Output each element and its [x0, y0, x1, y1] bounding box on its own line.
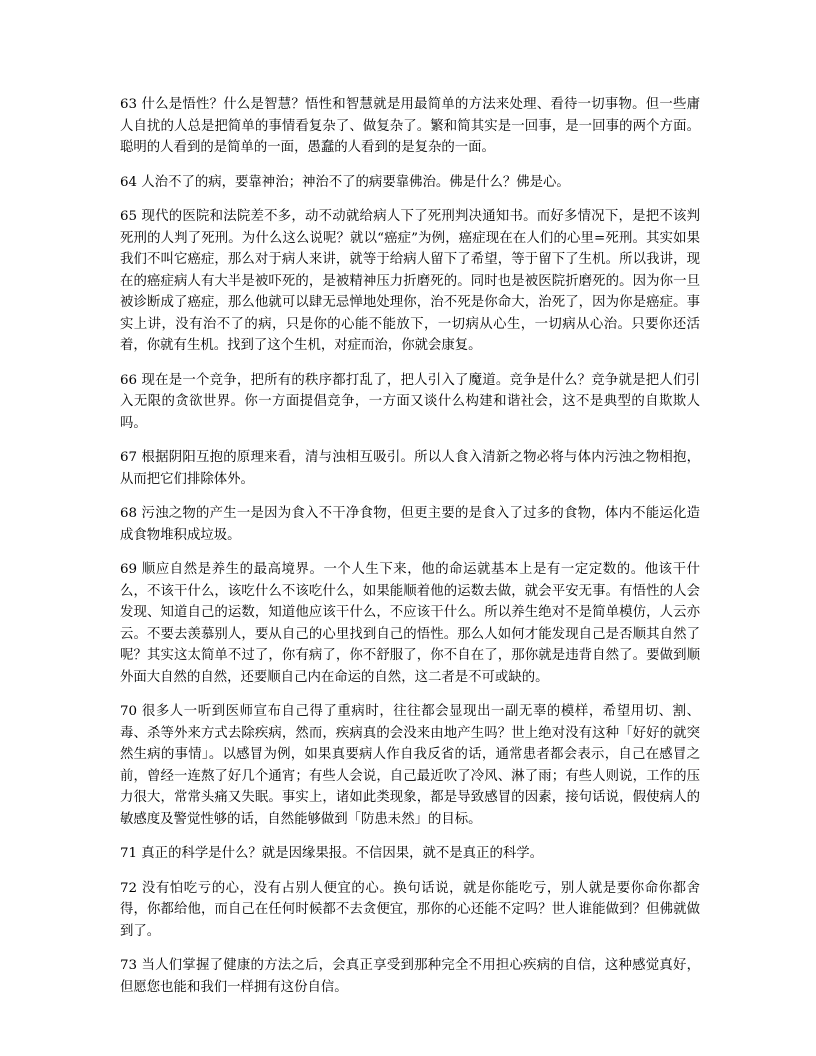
document-page	[120, 94, 700, 1011]
paragraph-65: 65 现代的医院和法院差不多，动不动就给病人下了死刑判决通知书。而好多情况下，是把不该判死刑的人判了死刑。为什么这么说呢？就以“癌症”为例，癌症现在在人们的心里=死刑。其实如果我们不叫它癌症，那么对于病人来讲，就等于给病人留下了希望，等于留下了生机。所以我讲，现在的癌症病人有大半是被吓死的，是被精神压力折磨死的。同时也是被医院折磨死的。因为你一旦被诊断成了癌症，那么他就可以肆无忌惮地处理你，治不死是你命大，治死了，因为你是癌症。事实上讲，没有治不了的病，只是你的心能不能放下，一切病从心生，一切病从心治。只要你还活着，你就有生机。找到了这个生机，对症而治，你就会康复。	[120, 209, 700, 353]
paragraph-67: 67 根据阴阳互抱的原理来看，清与浊相互吸引。所以人食入清新之物必将与体内污浊之物相抱，从而把它们排除体外。	[120, 450, 700, 487]
paragraph-64: 64 人治不了的病，要靠神治；神治不了的病要靠佛治。佛是什么？佛是心。	[120, 174, 570, 190]
paragraph-73: 73 当人们掌握了健康的方法之后，会真正享受到那种完全不用担心疾病的自信，这种感觉真好，但愿您也能和我们一样拥有这份自信。	[120, 958, 700, 995]
paragraph-69: 69 顺应自然是养生的最高境界。一个人生下来，他的命运就基本上是有一定定数的。他该干什么，不该干什么，该吃什么不该吃什么，如果能顺着他的运数去做，就会平安无事。有悟性的人会发现、知道自己的运数，知道他应该干什么，不应该干什么。所以养生绝对不是简单模仿，人云亦云。不要去羡慕别人，要从自己的心里找到自己的悟性。那么人如何才能发现自己是否顺其自然了呢？其实这太简单不过了，你有病了，你不舒服了，你不自在了，那你就是违背自然了。要做到顺外面大自然的自然，还要顺自己内在命运的自然，这二者是不可或缺的。	[120, 562, 700, 685]
paragraph-66: 66 现在是一个竞争，把所有的秩序都打乱了，把人引入了魔道。竞争是什么？竞争就是把人们引入无限的贪欲世界。你一方面提倡竞争，一方面又谈什么构建和谐社会，这不是典型的自欺欺人吗。	[120, 372, 700, 431]
paragraph-70: 70 很多人一听到医师宣布自己得了重病时，往往都会显现出一副无辜的模样，希望用切、割、毒、杀等外来方式去除疾病，然而，疾病真的会没来由地产生吗？世上绝对没有这种「好好的就突然生病的事情」。以感冒为例，如果真要病人作自我反省的话，通常患者都会表示，自己在感冒之前，曾经一连熬了好几个通宵；有些人会说，自己最近吹了冷风、淋了雨；有些人则说，工作的压力很大，常常头痛又失眠。事实上，诸如此类现象，都是导致感冒的因素，接句话说，假使病人的敏感度及警觉性够的话，自然能够做到「防患未然」的目标。	[120, 704, 700, 827]
paragraph-63: 63 什么是悟性？什么是智慧？悟性和智慧就是用最简单的方法来处理、看待一切事物。但一些庸人自扰的人总是把简单的事情看复杂了、做复杂了。繁和简其实是一回事，是一回事的两个方面。聪明的人看到的是简单的一面，愚蠢的人看到的是复杂的一面。	[120, 97, 700, 155]
paragraph-71: 71 真正的科学是什么？就是因缘果报。不信因果，就不是真正的科学。	[120, 846, 544, 861]
paragraph-68: 68 污浊之物的产生一是因为食入不干净食物，但更主要的是食入了过多的食物，体内不能运化造成食物堆积成垃圾。	[120, 506, 700, 543]
paragraph-72: 72 没有怕吃亏的心，没有占别人便宜的心。换句话说，就是你能吃亏，别人就是要你命你都舍得，你都给他，而自己在任何时候都不去贪便宜，那你的心还能不定吗？世人谁能做到？但佛就做到了。	[120, 880, 700, 939]
